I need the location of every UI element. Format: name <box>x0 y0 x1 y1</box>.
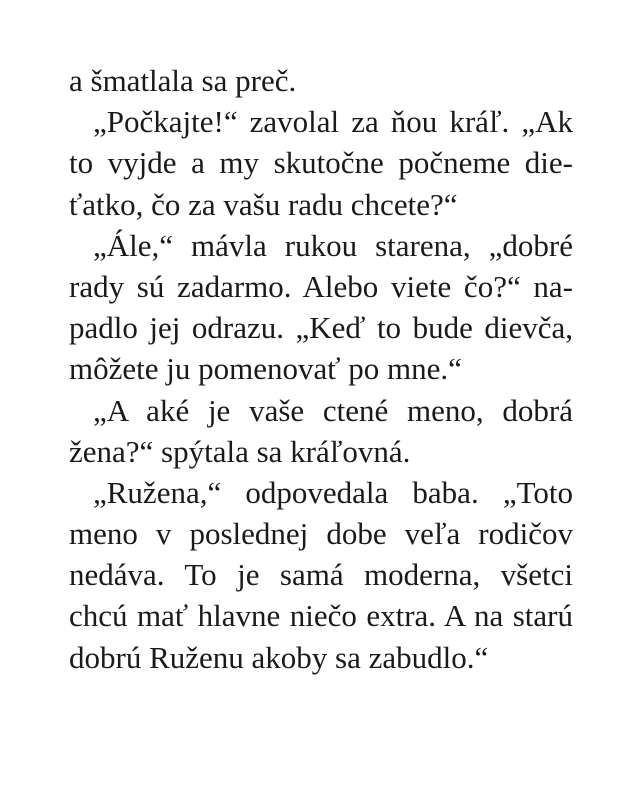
text-line: dobrú Ruženu akoby sa zabudlo.“ <box>69 639 489 675</box>
text-line: „Počkajte!“ zavolal za ňou kráľ. „Ak <box>93 104 573 140</box>
text-line: meno v poslednej dobe veľa rodičov <box>69 516 573 552</box>
book-page-text <box>69 60 573 678</box>
text-line: môžete ju pomenovať po mne.“ <box>69 351 462 387</box>
text-line: žena?“ spýtala sa kráľovná. <box>69 433 411 469</box>
text-line: „Ružena,“ odpovedala baba. „Toto <box>93 474 573 510</box>
text-line: rady sú zadarmo. Alebo viete čo?“ na- <box>69 268 573 304</box>
text-line: padlo jej odrazu. „Keď to bude dievča, <box>69 310 573 346</box>
text-line: to vyjde a my skutočne počneme die- <box>69 145 573 181</box>
text-line: nedáva. To je samá moderna, všetci <box>69 557 573 593</box>
text-line: „A aké je vaše ctené meno, dobrá <box>93 392 573 428</box>
text-line: chcú mať hlavne niečo extra. A na starú <box>69 598 573 634</box>
text-line: ťatko, čo za vašu radu chcete?“ <box>69 186 458 222</box>
text-line: „Ále,“ mávla rukou starena, „dobré <box>93 227 573 263</box>
text-line: a šmatlala sa preč. <box>69 63 297 98</box>
